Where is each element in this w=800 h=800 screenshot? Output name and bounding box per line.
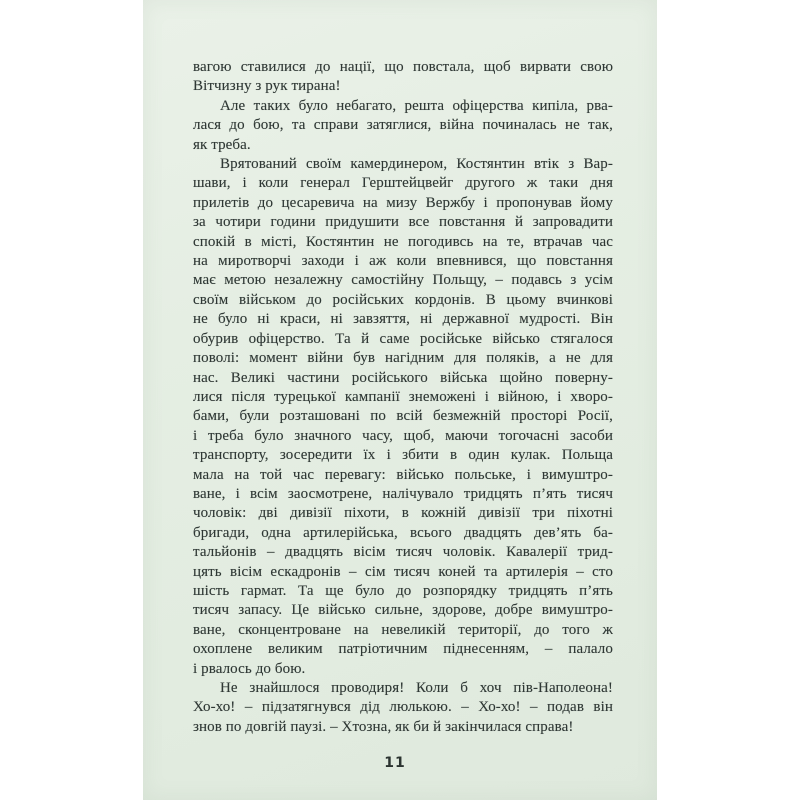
text-line: спокій в місті, Костянтин не погодивсь на те, втрачав час <box>193 233 613 250</box>
text-line: обурив офіцерство. Та й саме російське військо стягалося <box>193 330 613 347</box>
text-line: прилетів до цесаревича на мизу Вержбу і пропонував йому <box>193 194 613 211</box>
page-number: 11 <box>384 755 406 771</box>
text-line: охоплене великим патріотичним піднесенням, – палало <box>193 641 613 658</box>
text-line: нас. Великі частини російського війська щойно поверну- <box>193 369 613 386</box>
text-line: вагою ставилися до нації, що повстала, щоб вирвати свою <box>193 59 613 75</box>
text-line: ване, і всім заосмотрене, налічувало тридцять п’ять тисяч <box>193 485 613 502</box>
text-line: поволі: момент війни був нагідним для поляків, а не для <box>193 350 613 367</box>
text-line: мала на той час перевагу: військо польське, і вимуштро- <box>193 466 613 483</box>
text-line: цять вісім ескадронів – сім тисяч коней та артилерія – сто <box>193 563 613 580</box>
text-line: тальйонів – двадцять вісім тисяч чоловік. Кавалерії трид- <box>193 544 613 561</box>
text-line: своїм військом до російських кордонів. В цьому вчинкові <box>193 291 613 308</box>
text-line: тисяч запасу. Це військо сильне, здорове, добре вимуштро- <box>193 602 613 619</box>
text-line: має метою незалежну самостійну Польщу, – подавсь з усім <box>193 272 613 289</box>
text-line: не було ні краси, ні завзяття, ні державної мудрості. Він <box>193 311 613 328</box>
text-line: Хо-хо! – підзатягнувся дід люлькою. – Хо-хо! – подав він <box>193 699 613 716</box>
text-line: за чотири години придушити все повстання й запровадити <box>193 214 613 231</box>
text-line: на миротворчі заходи і аж коли впевнився, що повстання <box>193 253 613 270</box>
text-line: транспорту, зосередити їх і збити в один кулак. Польща <box>193 447 613 464</box>
text-line: знов по довгій паузі. – Хтозна, як би й закінчилася справа! <box>193 718 574 735</box>
page-text-block <box>193 58 613 737</box>
text-line: Вітчизну з рук тирана! <box>193 78 341 95</box>
text-line: Врятований своїм камердинером, Костянтин втік з Вар- <box>220 156 613 173</box>
text-line: як треба. <box>193 136 251 153</box>
book-page <box>143 0 657 800</box>
text-line: Не знайшлося проводиря! Коли б хоч пів-Наполеона! <box>220 680 613 696</box>
text-line: лися після турецької кампанії знеможені і війною, і хворо- <box>193 388 613 405</box>
text-line: ване, сконцентроване на невеликій території, до того ж <box>193 621 613 638</box>
text-line: бами, були розташовані по всій безмежній просторі Росії, <box>193 408 613 425</box>
text-line: лася до бою, та справи затяглися, війна починалась не так, <box>193 117 613 134</box>
text-line: шість гармат. Та ще було до розпорядку тридцять п’ять <box>193 582 613 599</box>
text-line: чоловік: дві дивізії піхоти, в кожній дивізії три піхотні <box>193 505 613 522</box>
text-line: Але таких було небагато, решта офіцерства кипіла, рва- <box>220 97 613 114</box>
text-line: шави, і коли генерал Герштейцвейг другого ж таки дня <box>193 175 613 192</box>
text-line: і рвалось до бою. <box>193 660 306 677</box>
text-line: і треба було значного часу, щоб, маючи тогочасні засоби <box>193 427 613 444</box>
text-line: бригади, одна артилерійська, всього двадцять дев’ять ба- <box>193 524 613 541</box>
